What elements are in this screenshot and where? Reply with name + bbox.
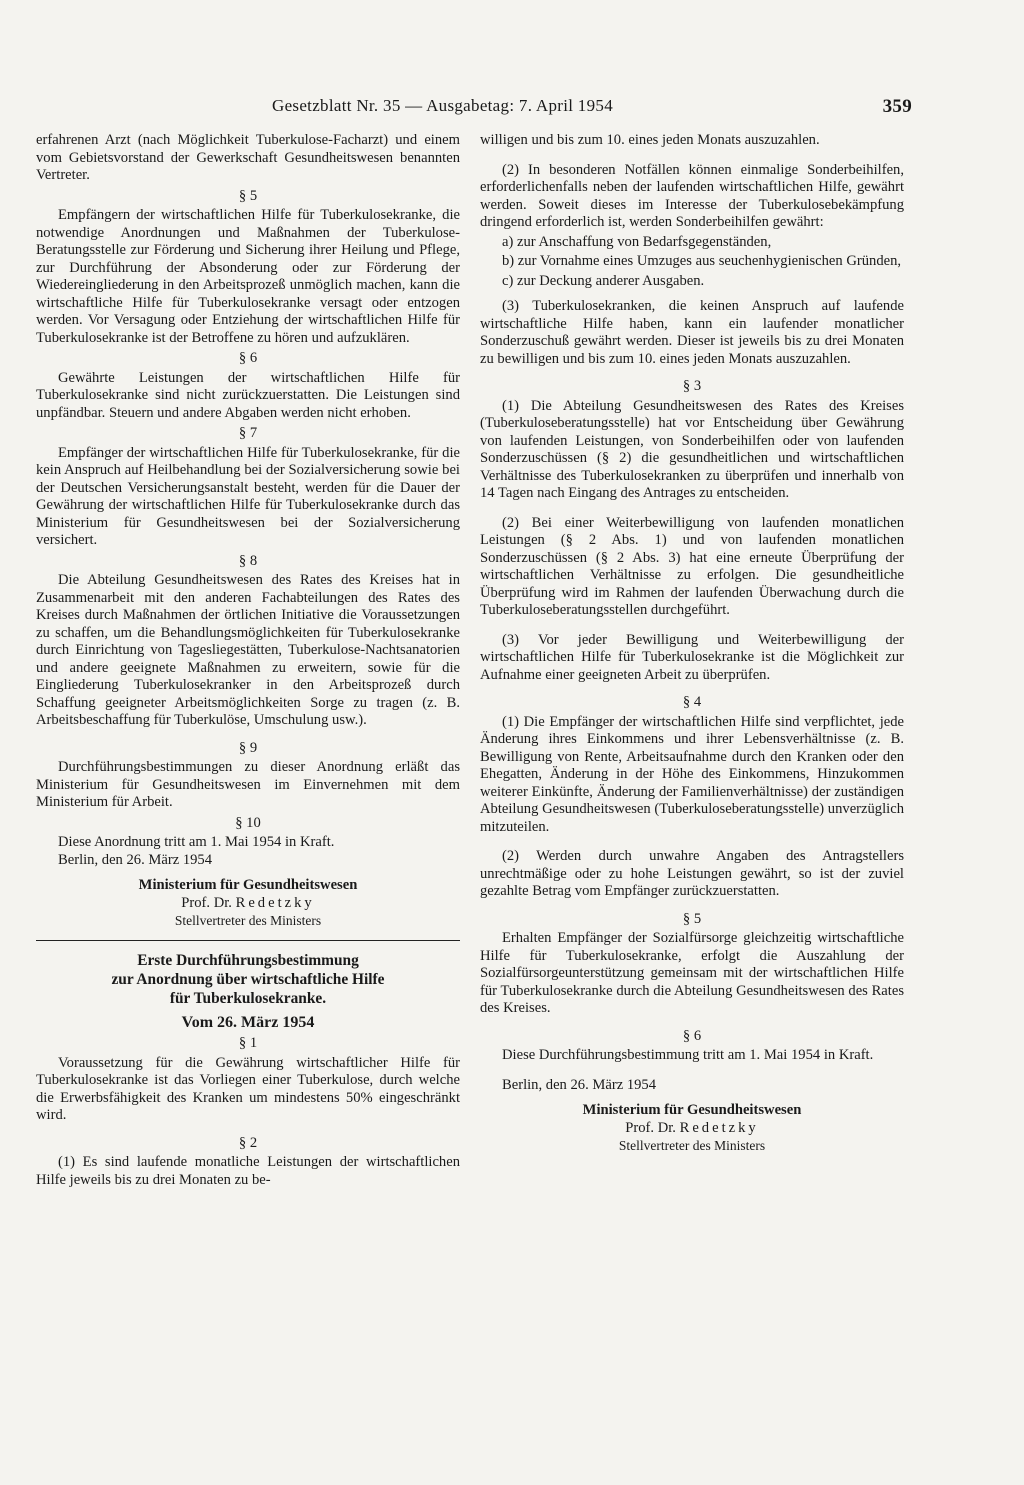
section-text-6: Gewährte Leistungen der wirtschaftlichen Hilfe für Tuberkulosekranke sind nicht zurückzuerstatten. Die Leistungen sind unpfändbar. Steuern und andere Abgaben werden nicht erhoben. — [36, 369, 460, 421]
section-d3-paragraph-3: (3) Vor jeder Bewilligung und Weiterbewilligung der wirtschaftlichen Hilfe für Tuberkulosekranke ist die Möglichkeit zur Aufnahme einer geeigneten Arbeit zu überprüfen. — [480, 631, 904, 683]
section-heading-d3: § 3 — [682, 378, 702, 394]
list-item-b: b) zur Vornahme eines Umzuges aus seuchenhygienischen Gründen, — [502, 253, 902, 269]
page-header — [272, 96, 912, 124]
document-title — [36, 951, 460, 1008]
section-d2-paragraph-3: (3) Tuberkulosekranken, die keinen Anspruch auf laufende wirtschaftliche Hilfe haben, kann ein laufender monatlicher Sonderzuschuß gewährt werden. Dieser ist jeweils bis zu drei Monaten zu bewilligen und bis zum 10. eines jeden Monats auszuzahlen. — [480, 298, 904, 367]
section-heading-7: § 7 — [238, 425, 258, 441]
signer-surname-right: Redetzky — [679, 1119, 759, 1136]
section-heading-5: § 5 — [238, 187, 258, 204]
section-d4-paragraph-2: (2) Werden durch unwahre Angaben des Antragstellers unrechtmäßige oder zu hohe Leistungen gewährt, so ist der zuviel gezahlte Betrag vom Empfänger zurückzuerstatten. — [480, 848, 904, 899]
section-text-d1: Voraussetzung für die Gewährung wirtschaftlicher Hilfe für Tuberkulosekranke ist das Vorliegen einer Tuberkulose, durch welche die Erwerbsfähigkeit des Kranken um mindestens 50% eingeschränkt wird. — [36, 1054, 460, 1123]
section-heading-8: § 8 — [238, 552, 258, 569]
section-heading-9: § 9 — [238, 739, 258, 756]
section-heading-d2: § 2 — [238, 1134, 258, 1151]
section-text-5: Empfängern der wirtschaftlichen Hilfe für Tuberkulosekranke, die notwendige Anordnungen und Maßnahmen der Tuberkulose-Beratungsstelle zur Förderung und Sicherung ihrer Heilung und Pflege, zur Durchführung der Absonderung oder zur Förderung der Wiedereingliederung in den Arbeitsprozeß unmöglich machen, kann die wirtschaftliche Hilfe für Tuberkulosekranke versagt oder entzogen werden. Vor Versagung oder Entziehung der wirtschaftlichen Hilfe für Tuberkulosekranke ist der Betroffene zu hören und aufzuklären. — [36, 207, 460, 346]
section-heading-d6: § 6 — [682, 1027, 702, 1044]
signer-name-right — [480, 1120, 904, 1138]
page-number: 359 — [882, 96, 912, 117]
section-divider — [36, 940, 460, 941]
section-text-d6: Diese Durchführungsbestimmung tritt am 1. Mai 1954 in Kraft. — [502, 1047, 874, 1063]
section-heading-d4: § 4 — [682, 694, 702, 710]
section-text-8: Die Abteilung Gesundheitswesen des Rates des Kreises hat in Zusammenarbeit mit den anderen Fachabteilungen des Rates des Kreises durch Maßnahmen der örtlichen Initiative die Voraussetzungen zu schaffen, um die Behandlungsmöglichkeiten für Tuberkulosekranke durch Einrichtung von Tagesliegestätten, Tuberkulose-Nachtsanatorien und andere geeignete Maßnahmen zu erweitern, sowie für die Eingliederung Tuberkulosekranker in den Arbeitsprozeß durch Schaffung geeigneter Arbeitsmöglichkeiten Sorge zu tragen (z. B. Arbeitsbeschaffung für Tuberkulöse, Umschulung usw.). — [36, 572, 460, 728]
section-d3-paragraph-1: (1) Die Abteilung Gesundheitswesen des Rates des Kreises (Tuberkuloseberatungsstelle) hat vor Entscheidung über Gewährung von laufenden Leistungen, von Sonderbeihilfen oder von laufenden Sonderzuschüssen (§ 2) die gesundheitlichen und wirtschaftlichen Verhältnisse des Tuberkulosekranken zu überprüfen und innerhalb von 14 Tagen nach Eingang des Antrages zu entscheiden. — [480, 397, 904, 501]
section-text-9: Durchführungsbestimmungen zu dieser Anordnung erläßt das Ministerium für Gesundheitswesen im Einvernehmen mit dem Ministerium für Arbeit. — [36, 759, 460, 810]
section-text-d2-continued: willigen und bis zum 10. eines jeden Monats auszuzahlen. — [480, 132, 820, 148]
section-text-d5: Erhalten Empfänger der Sozialfürsorge gleichzeitig wirtschaftliche Hilfe für Tuberkulosekranke, erfolgt die Auszahlung der Sozialfürsorgeunterstützung gemeinsam mit der wirtschaftlichen Hilfe für Tuberkulosekranke durch die Abteilung Gesundheitswesen des Rates des Kreises. — [480, 930, 904, 1016]
section-text-7: Empfänger der wirtschaftlichen Hilfe für Tuberkulosekranke, für die kein Anspruch auf Heilbehandlung bei der Sozialversicherung sowie bei der Deutschen Versicherungsanstalt besteht, werden für die Dauer der Gewährung der wirtschaftlichen Hilfe für Tuberkulosekranke durch das Ministerium für Gesundheitswesen bei der Sozialversicherung versichert. — [36, 444, 460, 548]
list-item-a: a) zur Anschaffung von Bedarfsgegenständen, — [502, 233, 772, 250]
list-item-c: c) zur Deckung anderer Ausgaben. — [502, 272, 705, 289]
ministry-name: Ministerium für Gesundheitswesen — [138, 877, 358, 893]
section-heading-6: § 6 — [238, 350, 258, 366]
signer-role: Stellvertreter des Ministers — [174, 913, 322, 928]
signer-name — [36, 895, 460, 913]
signer-role-right: Stellvertreter des Ministers — [618, 1138, 766, 1153]
header-title: Gesetzblatt Nr. 35 — Ausgabetag: 7. April 1954 — [272, 96, 613, 115]
place-date: Berlin, den 26. März 1954 — [58, 851, 213, 868]
right-column — [480, 132, 904, 1155]
section-text-d2: (1) Es sind laufende monatliche Leistungen der wirtschaftlichen Hilfe jeweils bis zu drei Monaten zu be- — [36, 1154, 460, 1188]
section-heading-d5: § 5 — [682, 910, 702, 927]
signer-prefix: Prof. Dr. — [181, 894, 232, 911]
section-text-10: Diese Anordnung tritt am 1. Mai 1954 in Kraft. — [58, 834, 335, 850]
signer-surname: Redetzky — [235, 894, 315, 911]
paragraph-intro: erfahrenen Arzt (nach Möglichkeit Tuberkulose-Facharzt) und einem vom Gebietsvorstand der Gewerkschaft Gesundheitswesen benannten Vertreter. — [36, 132, 460, 183]
document-title-line-2: zur Anordnung über wirtschaftliche Hilfe — [111, 970, 385, 988]
section-heading-d1: § 1 — [238, 1035, 258, 1051]
document-title-line-3: für Tuberkulosekranke. — [169, 989, 327, 1007]
document-date: Vom 26. März 1954 — [181, 1013, 315, 1031]
place-date-right: Berlin, den 26. März 1954 — [502, 1076, 657, 1093]
signature-block-right — [480, 1102, 904, 1155]
document-title-line-1: Erste Durchführungsbestimmung — [137, 951, 359, 969]
section-heading-10: § 10 — [235, 814, 261, 831]
section-d4-paragraph-1: (1) Die Empfänger der wirtschaftlichen Hilfe sind verpflichtet, jede Änderung ihres Einkommens und ihrer Lebensverhältnisse (z. B. Bewilligung von Rente, Arbeitsaufnahme durch den Kranken oder den Ehegatten, Änderung in der Höhe des Einkommens, Hinzukommen weiterer Einkünfte, Änderung der Familienverhältnisse) der zuständigen Abteilung Gesundheitswesen (Tuberkuloseberatungsstelle) unverzüglich mitzuteilen. — [480, 713, 904, 835]
left-column — [36, 132, 460, 1189]
section-d3-paragraph-2: (2) Bei einer Weiterbewilligung von laufenden monatlichen Leistungen (§ 2 Abs. 1) und von laufenden monatlichen Sonderzuschüssen (§ 2 Abs. 3) hat eine erneute Überprüfung der wirtschaftlichen Verhältnisse zu erfolgen. Die gesundheitliche Überprüfung wird im Rahmen der laufenden Überwachung durch die Tuberkuloseberatungsstellen durchgeführt. — [480, 514, 904, 618]
signer-prefix-right: Prof. Dr. — [625, 1119, 676, 1136]
signature-block — [36, 877, 460, 930]
ministry-name-right: Ministerium für Gesundheitswesen — [582, 1102, 802, 1118]
section-d2-paragraph-2: (2) In besonderen Notfällen können einmalige Sonderbeihilfen, erforderlichenfalls neben der laufenden wirtschaftlichen Hilfe, gewährt werden. Soweit dieses im Interesse der Tuberkulosebekämpfung dringend erforderlich ist, werden Sonderbeihilfen gewährt: — [480, 161, 904, 230]
